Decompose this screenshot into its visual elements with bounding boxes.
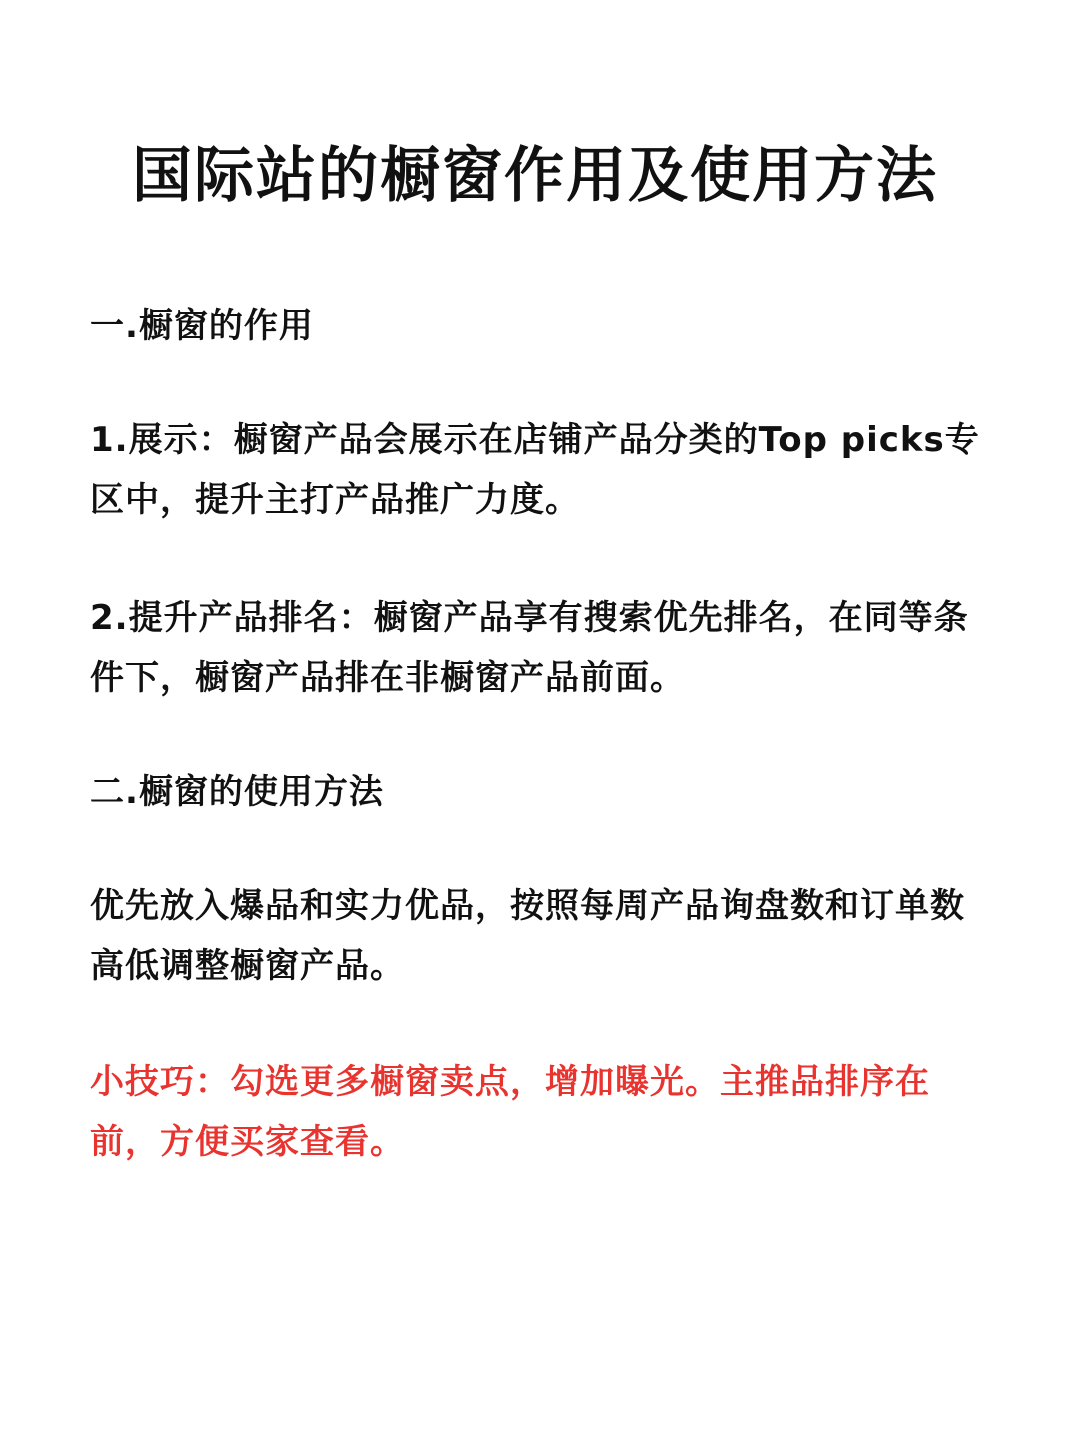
section-heading-function: 一.橱窗的作用 — [90, 306, 314, 346]
paragraph-ranking: 2.提升产品排名：橱窗产品享有搜索优先排名，在同等条件下，橱窗产品排在非橱窗产品前面。 — [90, 598, 969, 698]
section-heading-usage: 二.橱窗的使用方法 — [90, 772, 384, 812]
paragraph-display: 1.展示：橱窗产品会展示在店铺产品分类的Top picks专区中，提升主打产品推广力度。 — [90, 420, 980, 520]
tip-text: 小技巧：勾选更多橱窗卖点，增加曝光。主推品排序在前，方便买家查看。 — [90, 1062, 930, 1162]
page-title: 国际站的橱窗作用及使用方法 — [132, 141, 938, 211]
paragraph-usage-method: 优先放入爆品和实力优品，按照每周产品询盘数和订单数高低调整橱窗产品。 — [90, 886, 965, 986]
